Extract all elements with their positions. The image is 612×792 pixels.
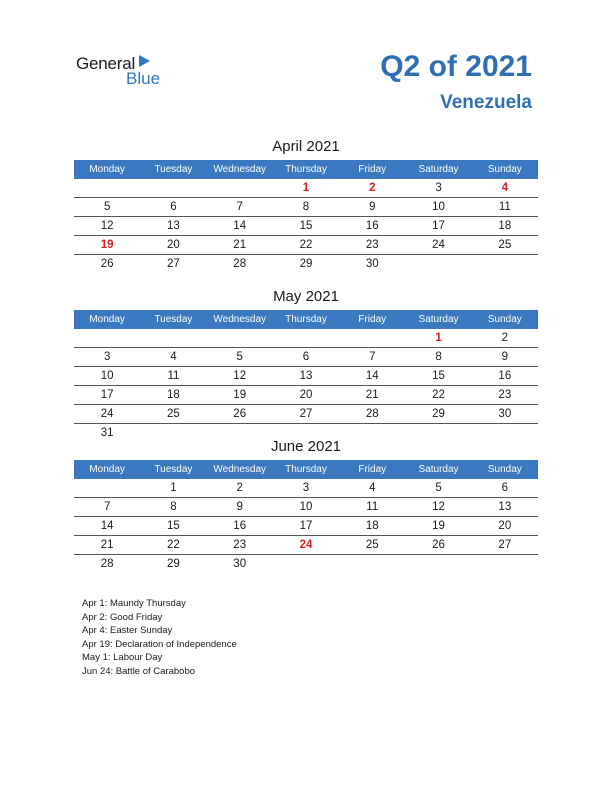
weekday-header: Wednesday <box>213 464 267 475</box>
day-cell: 3 <box>435 182 442 194</box>
day-cell: 12 <box>233 370 247 382</box>
week-row <box>74 555 538 573</box>
day-cell: 5 <box>435 482 442 494</box>
month-title: April 2021 <box>272 138 340 155</box>
day-cell <box>273 329 339 347</box>
day-cell: 13 <box>299 370 313 382</box>
day-cell: 17 <box>100 389 114 401</box>
day-cell: 11 <box>498 201 511 213</box>
day-cell: 29 <box>299 258 313 270</box>
week-row <box>74 198 538 217</box>
day-cell: 14 <box>365 370 379 382</box>
day-cell: 26 <box>100 258 114 270</box>
weekday-header-row <box>74 310 538 329</box>
day-cell: 4 <box>170 351 177 363</box>
weekday-header: Tuesday <box>154 314 193 325</box>
day-cell: 24 <box>432 239 445 251</box>
weekday-header: Sunday <box>487 314 522 325</box>
weekday-header: Sunday <box>487 464 522 475</box>
day-cell: 1 <box>170 482 177 494</box>
day-cell: 20 <box>299 389 313 401</box>
week-row <box>74 236 538 255</box>
day-cell: 9 <box>236 501 243 513</box>
day-cell: 27 <box>498 539 512 551</box>
day-cell: 14 <box>233 220 247 232</box>
day-cell: 5 <box>103 201 111 213</box>
day-cell <box>140 329 206 347</box>
day-cell: 11 <box>366 501 379 513</box>
weekday-header-row <box>74 160 538 179</box>
day-cell: 17 <box>299 520 313 532</box>
weekday-header: Saturday <box>418 464 459 475</box>
weekday-header: Saturday <box>418 314 459 325</box>
day-cell: 22 <box>299 239 313 251</box>
day-cell: 30 <box>233 558 247 570</box>
day-cell: 30 <box>365 258 379 270</box>
day-cell: 16 <box>498 370 512 382</box>
day-cell: 27 <box>167 258 180 270</box>
day-cell: 10 <box>299 501 313 513</box>
week-row <box>74 179 538 198</box>
day-cell: 24 <box>100 408 114 420</box>
holiday-day-cell: 4 <box>501 182 509 194</box>
country-name: Venezuela <box>440 92 532 113</box>
day-cell: 9 <box>501 351 509 363</box>
weekday-header: Monday <box>89 314 125 325</box>
holiday-day-cell: 19 <box>100 239 114 251</box>
day-cell: 8 <box>302 201 310 213</box>
day-cell: 16 <box>233 520 247 532</box>
month-grid <box>74 160 538 273</box>
weekday-header: Monday <box>89 164 125 175</box>
weekday-header: Wednesday <box>213 164 267 175</box>
week-row <box>74 217 538 236</box>
day-cell: 12 <box>100 220 114 232</box>
day-cell: 21 <box>365 389 379 401</box>
day-cell: 30 <box>498 408 512 420</box>
weekday-header-row <box>74 460 538 479</box>
day-cell <box>405 255 471 273</box>
day-cell: 26 <box>432 539 445 551</box>
day-cell: 10 <box>100 370 114 382</box>
day-cell: 3 <box>302 482 310 494</box>
week-row <box>74 479 538 498</box>
weekday-header: Thursday <box>285 314 327 325</box>
day-cell: 13 <box>167 220 180 232</box>
day-cell: 10 <box>432 201 445 213</box>
day-cell: 21 <box>100 539 114 551</box>
logo-text-general: General <box>76 54 136 73</box>
day-cell: 23 <box>233 539 247 551</box>
day-cell: 7 <box>369 351 376 363</box>
day-cell: 29 <box>167 558 180 570</box>
day-cell: 20 <box>498 520 512 532</box>
week-row <box>74 405 538 424</box>
day-cell: 18 <box>167 389 180 401</box>
day-cell: 28 <box>233 258 247 270</box>
week-row <box>74 255 538 273</box>
holiday-note: Apr 1: Maundy Thursday <box>82 598 186 609</box>
holiday-note: Apr 19: Declaration of Independence <box>82 638 237 650</box>
day-cell: 11 <box>167 370 180 382</box>
day-cell: 18 <box>365 520 379 532</box>
month-grid <box>74 460 538 573</box>
brand-logo <box>76 54 176 88</box>
holiday-note: Jun 24: Battle of Carabobo <box>82 665 196 677</box>
day-cell: 2 <box>501 332 509 344</box>
logo-text-blue: Blue <box>126 69 161 88</box>
holiday-note: Apr 2: Good Friday <box>82 611 163 623</box>
weekday-header: Sunday <box>487 164 522 175</box>
day-cell: 18 <box>498 220 512 232</box>
day-cell: 25 <box>167 408 180 420</box>
day-cell <box>339 329 405 347</box>
weekday-header: Tuesday <box>154 464 193 475</box>
weekday-header: Friday <box>358 164 387 175</box>
logo-triangle-icon <box>139 55 150 67</box>
weekday-header: Monday <box>89 464 125 475</box>
day-cell <box>472 255 538 273</box>
day-cell <box>405 555 471 573</box>
day-cell: 6 <box>302 351 310 363</box>
weekday-header: Tuesday <box>154 164 193 175</box>
day-cell <box>273 555 339 573</box>
day-cell: 25 <box>498 239 512 251</box>
month-title: May 2021 <box>273 288 339 305</box>
day-cell: 23 <box>365 239 379 251</box>
day-cell: 28 <box>100 558 114 570</box>
day-cell <box>207 329 273 347</box>
week-row <box>74 498 538 517</box>
day-cell: 13 <box>498 501 512 513</box>
day-cell: 31 <box>100 427 114 439</box>
day-cell: 5 <box>236 351 243 363</box>
day-cell: 20 <box>167 239 180 251</box>
day-cell: 15 <box>299 220 313 232</box>
day-cell: 28 <box>365 408 379 420</box>
holiday-day-cell: 24 <box>299 539 313 551</box>
day-cell: 15 <box>167 520 180 532</box>
week-row <box>74 517 538 536</box>
day-cell: 3 <box>103 351 111 363</box>
month-title: June 2021 <box>270 438 342 455</box>
day-cell: 14 <box>100 520 114 532</box>
day-cell <box>339 555 405 573</box>
weekday-header: Wednesday <box>213 314 267 325</box>
day-cell: 17 <box>432 220 445 232</box>
day-cell: 4 <box>369 482 376 494</box>
day-cell: 22 <box>432 389 445 401</box>
day-cell: 8 <box>435 351 442 363</box>
day-cell: 23 <box>498 389 512 401</box>
holiday-day-cell: 2 <box>369 182 376 194</box>
day-cell: 12 <box>432 501 445 513</box>
day-cell <box>207 179 273 197</box>
holiday-note: Apr 4: Easter Sunday <box>82 625 173 637</box>
weekday-header: Thursday <box>285 464 327 475</box>
holiday-note: May 1: Labour Day <box>82 652 163 664</box>
month-block-april <box>74 138 538 273</box>
week-row <box>74 386 538 405</box>
holiday-day-cell: 1 <box>302 182 310 194</box>
day-cell: 19 <box>233 389 247 401</box>
day-cell: 6 <box>501 482 509 494</box>
day-cell <box>140 179 206 197</box>
month-grid <box>74 310 538 442</box>
holiday-day-cell: 1 <box>435 332 442 344</box>
day-cell: 9 <box>369 201 376 213</box>
weekday-header: Friday <box>358 314 387 325</box>
day-cell: 8 <box>170 501 177 513</box>
day-cell: 27 <box>299 408 313 420</box>
day-cell: 22 <box>167 539 180 551</box>
day-cell: 19 <box>432 520 445 532</box>
day-cell <box>74 179 140 197</box>
weekday-header: Thursday <box>285 164 327 175</box>
day-cell <box>74 329 140 347</box>
month-block-june <box>74 438 538 573</box>
day-cell <box>74 479 140 497</box>
day-cell: 7 <box>103 501 111 513</box>
holiday-notes <box>82 597 237 679</box>
week-row <box>74 536 538 555</box>
day-cell: 2 <box>236 482 243 494</box>
page-title: Q2 of 2021 <box>380 50 532 83</box>
weekday-header: Friday <box>358 464 387 475</box>
day-cell: 15 <box>432 370 445 382</box>
month-block-may <box>74 288 538 442</box>
day-cell <box>472 555 538 573</box>
weekday-header: Saturday <box>418 164 459 175</box>
week-row <box>74 367 538 386</box>
day-cell: 25 <box>365 539 379 551</box>
day-cell: 26 <box>233 408 247 420</box>
week-row <box>74 329 538 348</box>
day-cell: 7 <box>236 201 243 213</box>
day-cell: 16 <box>365 220 379 232</box>
week-row <box>74 348 538 367</box>
day-cell: 6 <box>170 201 177 213</box>
day-cell: 29 <box>432 408 445 420</box>
day-cell: 21 <box>233 239 247 251</box>
